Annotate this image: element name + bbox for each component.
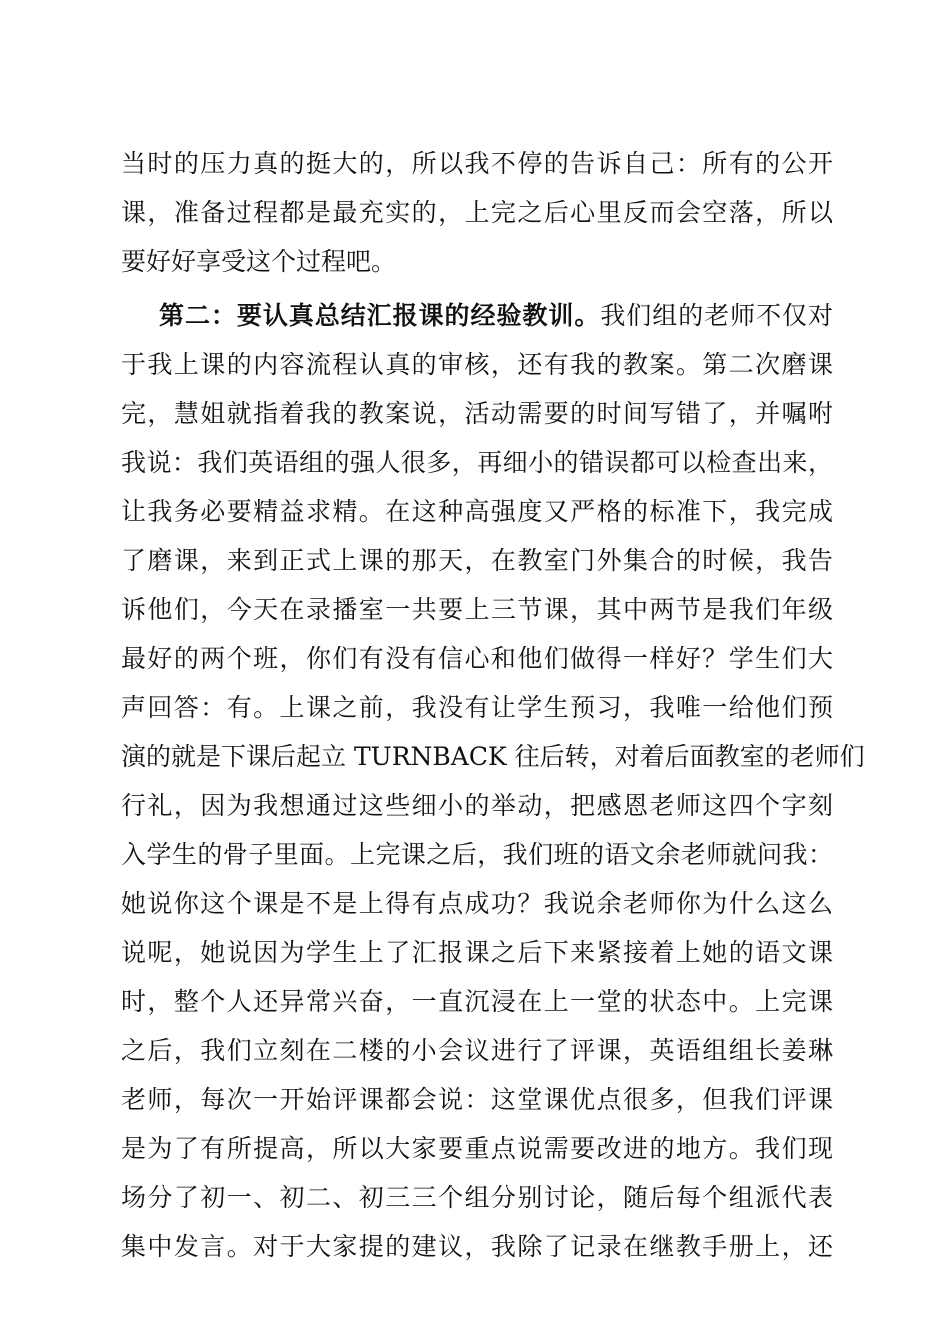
- text-run: 我们组的老师不仅对: [600, 301, 833, 330]
- text-line: 场分了初一、初二、初三三个组分别讨论，随后每个组派代表: [121, 1183, 833, 1212]
- body-text: [121, 139, 865, 1271]
- text-line: 让我务必要精益求精。在这种高强度又严格的标准下，我完成: [121, 497, 833, 526]
- text-line: 集中发言。对于大家提的建议，我除了记录在继教手册上，还: [121, 1232, 833, 1261]
- text-line: 于我上课的内容流程认真的审核，还有我的教案。第二次磨课: [121, 350, 833, 379]
- section-heading: 第二：要认真总结汇报课的经验教训。: [159, 301, 601, 330]
- text-line: 了磨课，来到正式上课的那天，在教室门外集合的时候，我告: [121, 546, 833, 575]
- paragraph-2: [121, 291, 865, 1271]
- text-line: 入学生的骨子里面。上完课之后，我们班的语文余老师就问我：: [121, 840, 833, 869]
- text-line: 当时的压力真的挺大的，所以我不停的告诉自己：所有的公开: [121, 149, 833, 178]
- text-line: 声回答：有。上课之前，我没有让学生预习，我唯一给他们预: [121, 693, 833, 722]
- text-line: 完，慧姐就指着我的教案说，活动需要的时间写错了，并嘱咐: [121, 399, 833, 428]
- text-line: 诉他们，今天在录播室一共要上三节课，其中两节是我们年级: [121, 595, 833, 624]
- text-line: 行礼，因为我想通过这些细小的举动，把感恩老师这四个字刻: [121, 791, 833, 820]
- text-line: 要好好享受这个过程吧。: [121, 247, 397, 276]
- text-line: 老师，每次一开始评课都会说：这堂课优点很多，但我们评课: [121, 1085, 833, 1114]
- text-line-first: [121, 291, 833, 340]
- text-line: 是为了有所提高，所以大家要重点说需要改进的地方。我们现: [121, 1134, 833, 1163]
- text-line: 她说你这个课是不是上得有点成功？我说余老师你为什么这么: [121, 889, 833, 918]
- text-line: 课，准备过程都是最充实的，上完之后心里反而会空落，所以: [121, 198, 833, 227]
- text-line: 之后，我们立刻在二楼的小会议进行了评课，英语组组长姜琳: [121, 1036, 833, 1065]
- text-line: 我说：我们英语组的强人很多，再细小的错误都可以检查出来，: [121, 448, 833, 477]
- text-line: 说呢，她说因为学生上了汇报课之后下来紧接着上她的语文课: [121, 938, 833, 967]
- paragraph-1: [121, 139, 833, 286]
- text-line: 时，整个人还异常兴奋，一直沉浸在上一堂的状态中。上完课: [121, 987, 833, 1016]
- text-line: 最好的两个班，你们有没有信心和他们做得一样好？学生们大: [121, 644, 833, 673]
- text-line: 演的就是下课后起立 TURNBACK 往后转，对着后面教室的老师们: [121, 742, 865, 771]
